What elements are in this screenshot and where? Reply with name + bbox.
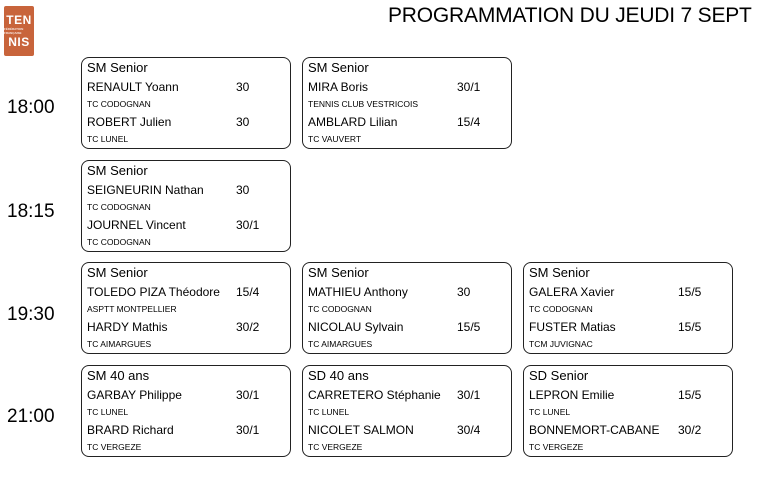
match-card [81, 262, 291, 354]
logo-text-top: TEN [6, 13, 32, 27]
player-name: GARBAY Philippe [87, 388, 182, 402]
player-name: TOLEDO PIZA Théodore [87, 285, 220, 299]
player-name: FUSTER Matias [529, 320, 616, 334]
player-rank: 30 [236, 80, 250, 94]
player-club: ASPTT MONTPELLIER [87, 304, 177, 314]
player-rank: 30 [236, 183, 250, 197]
tennis-logo [4, 6, 34, 56]
player-rank: 30/1 [236, 218, 260, 232]
player-rank: 15/5 [457, 320, 481, 334]
match-category: SM Senior [308, 265, 369, 280]
player-club: TC VERGEZE [308, 442, 363, 452]
player-name: CARRETERO Stéphanie [308, 388, 441, 402]
player-rank: 15/5 [678, 388, 702, 402]
player-name: AMBLARD Lilian [308, 115, 398, 129]
time-slot-label: 18:00 [7, 97, 55, 118]
match-card [523, 365, 733, 457]
player-rank: 15/4 [457, 115, 481, 129]
match-category: SM Senior [308, 60, 369, 75]
match-card [523, 262, 733, 354]
player-rank: 30/1 [457, 388, 481, 402]
match-category: SM Senior [87, 163, 148, 178]
player-rank: 30 [457, 285, 471, 299]
player-club: TCM JUVIGNAC [529, 339, 593, 349]
player-club: TC CODOGNAN [308, 304, 372, 314]
logo-subtext: FÉDÉRATION FRANÇAISE [4, 27, 24, 35]
time-slot-label: 19:30 [7, 304, 55, 325]
player-rank: 15/4 [236, 285, 260, 299]
player-club: TC CODOGNAN [529, 304, 593, 314]
match-card [302, 262, 512, 354]
player-club: TC CODOGNAN [87, 202, 151, 212]
player-name: NICOLET SALMON [308, 423, 414, 437]
player-name: MIRA Boris [308, 80, 369, 94]
player-club: TC CODOGNAN [87, 99, 151, 109]
match-category: SM 40 ans [87, 368, 150, 383]
match-category: SM Senior [87, 60, 148, 75]
player-club: TC AIMARGUES [87, 339, 152, 349]
player-club: TENNIS CLUB VESTRICOIS [308, 99, 419, 109]
match-category: SM Senior [87, 265, 148, 280]
player-name: MATHIEU Anthony [308, 285, 408, 299]
player-name: BRARD Richard [87, 423, 174, 437]
player-rank: 15/5 [678, 320, 702, 334]
player-name: SEIGNEURIN Nathan [87, 183, 204, 197]
player-club: TC CODOGNAN [87, 237, 151, 247]
player-club: TC LUNEL [308, 407, 350, 417]
match-category: SM Senior [529, 265, 590, 280]
logo-text-bottom: NIS [8, 35, 30, 49]
player-rank: 30/4 [457, 423, 481, 437]
player-club: TC LUNEL [529, 407, 571, 417]
player-name: JOURNEL Vincent [87, 218, 186, 232]
match-category: SD 40 ans [308, 368, 369, 383]
match-card [81, 57, 291, 149]
match-category: SD Senior [529, 368, 589, 383]
player-club: TC LUNEL [87, 407, 129, 417]
match-card [302, 57, 512, 149]
player-rank: 30/2 [236, 320, 260, 334]
player-rank: 30/2 [678, 423, 702, 437]
player-name: GALERA Xavier [529, 285, 615, 299]
player-club: TC VERGEZE [529, 442, 584, 452]
player-name: ROBERT Julien [87, 115, 172, 129]
player-club: TC AIMARGUES [308, 339, 373, 349]
match-card [81, 160, 291, 252]
player-club: TC VAUVERT [308, 134, 362, 144]
player-name: HARDY Mathis [87, 320, 168, 334]
player-name: BONNEMORT-CABANE [529, 423, 660, 437]
time-slot-label: 18:15 [7, 201, 55, 222]
player-rank: 15/5 [678, 285, 702, 299]
player-name: LEPRON Emilie [529, 388, 615, 402]
match-card [81, 365, 291, 457]
player-club: TC VERGEZE [87, 442, 142, 452]
player-name: NICOLAU Sylvain [308, 320, 404, 334]
player-rank: 30/1 [236, 423, 260, 437]
player-rank: 30/1 [457, 80, 481, 94]
time-slot-label: 21:00 [7, 406, 55, 427]
match-card [302, 365, 512, 457]
page-title: PROGRAMMATION DU JEUDI 7 SEPT [388, 4, 752, 27]
player-rank: 30 [236, 115, 250, 129]
player-rank: 30/1 [236, 388, 260, 402]
player-name: RENAULT Yoann [87, 80, 179, 94]
player-club: TC LUNEL [87, 134, 129, 144]
